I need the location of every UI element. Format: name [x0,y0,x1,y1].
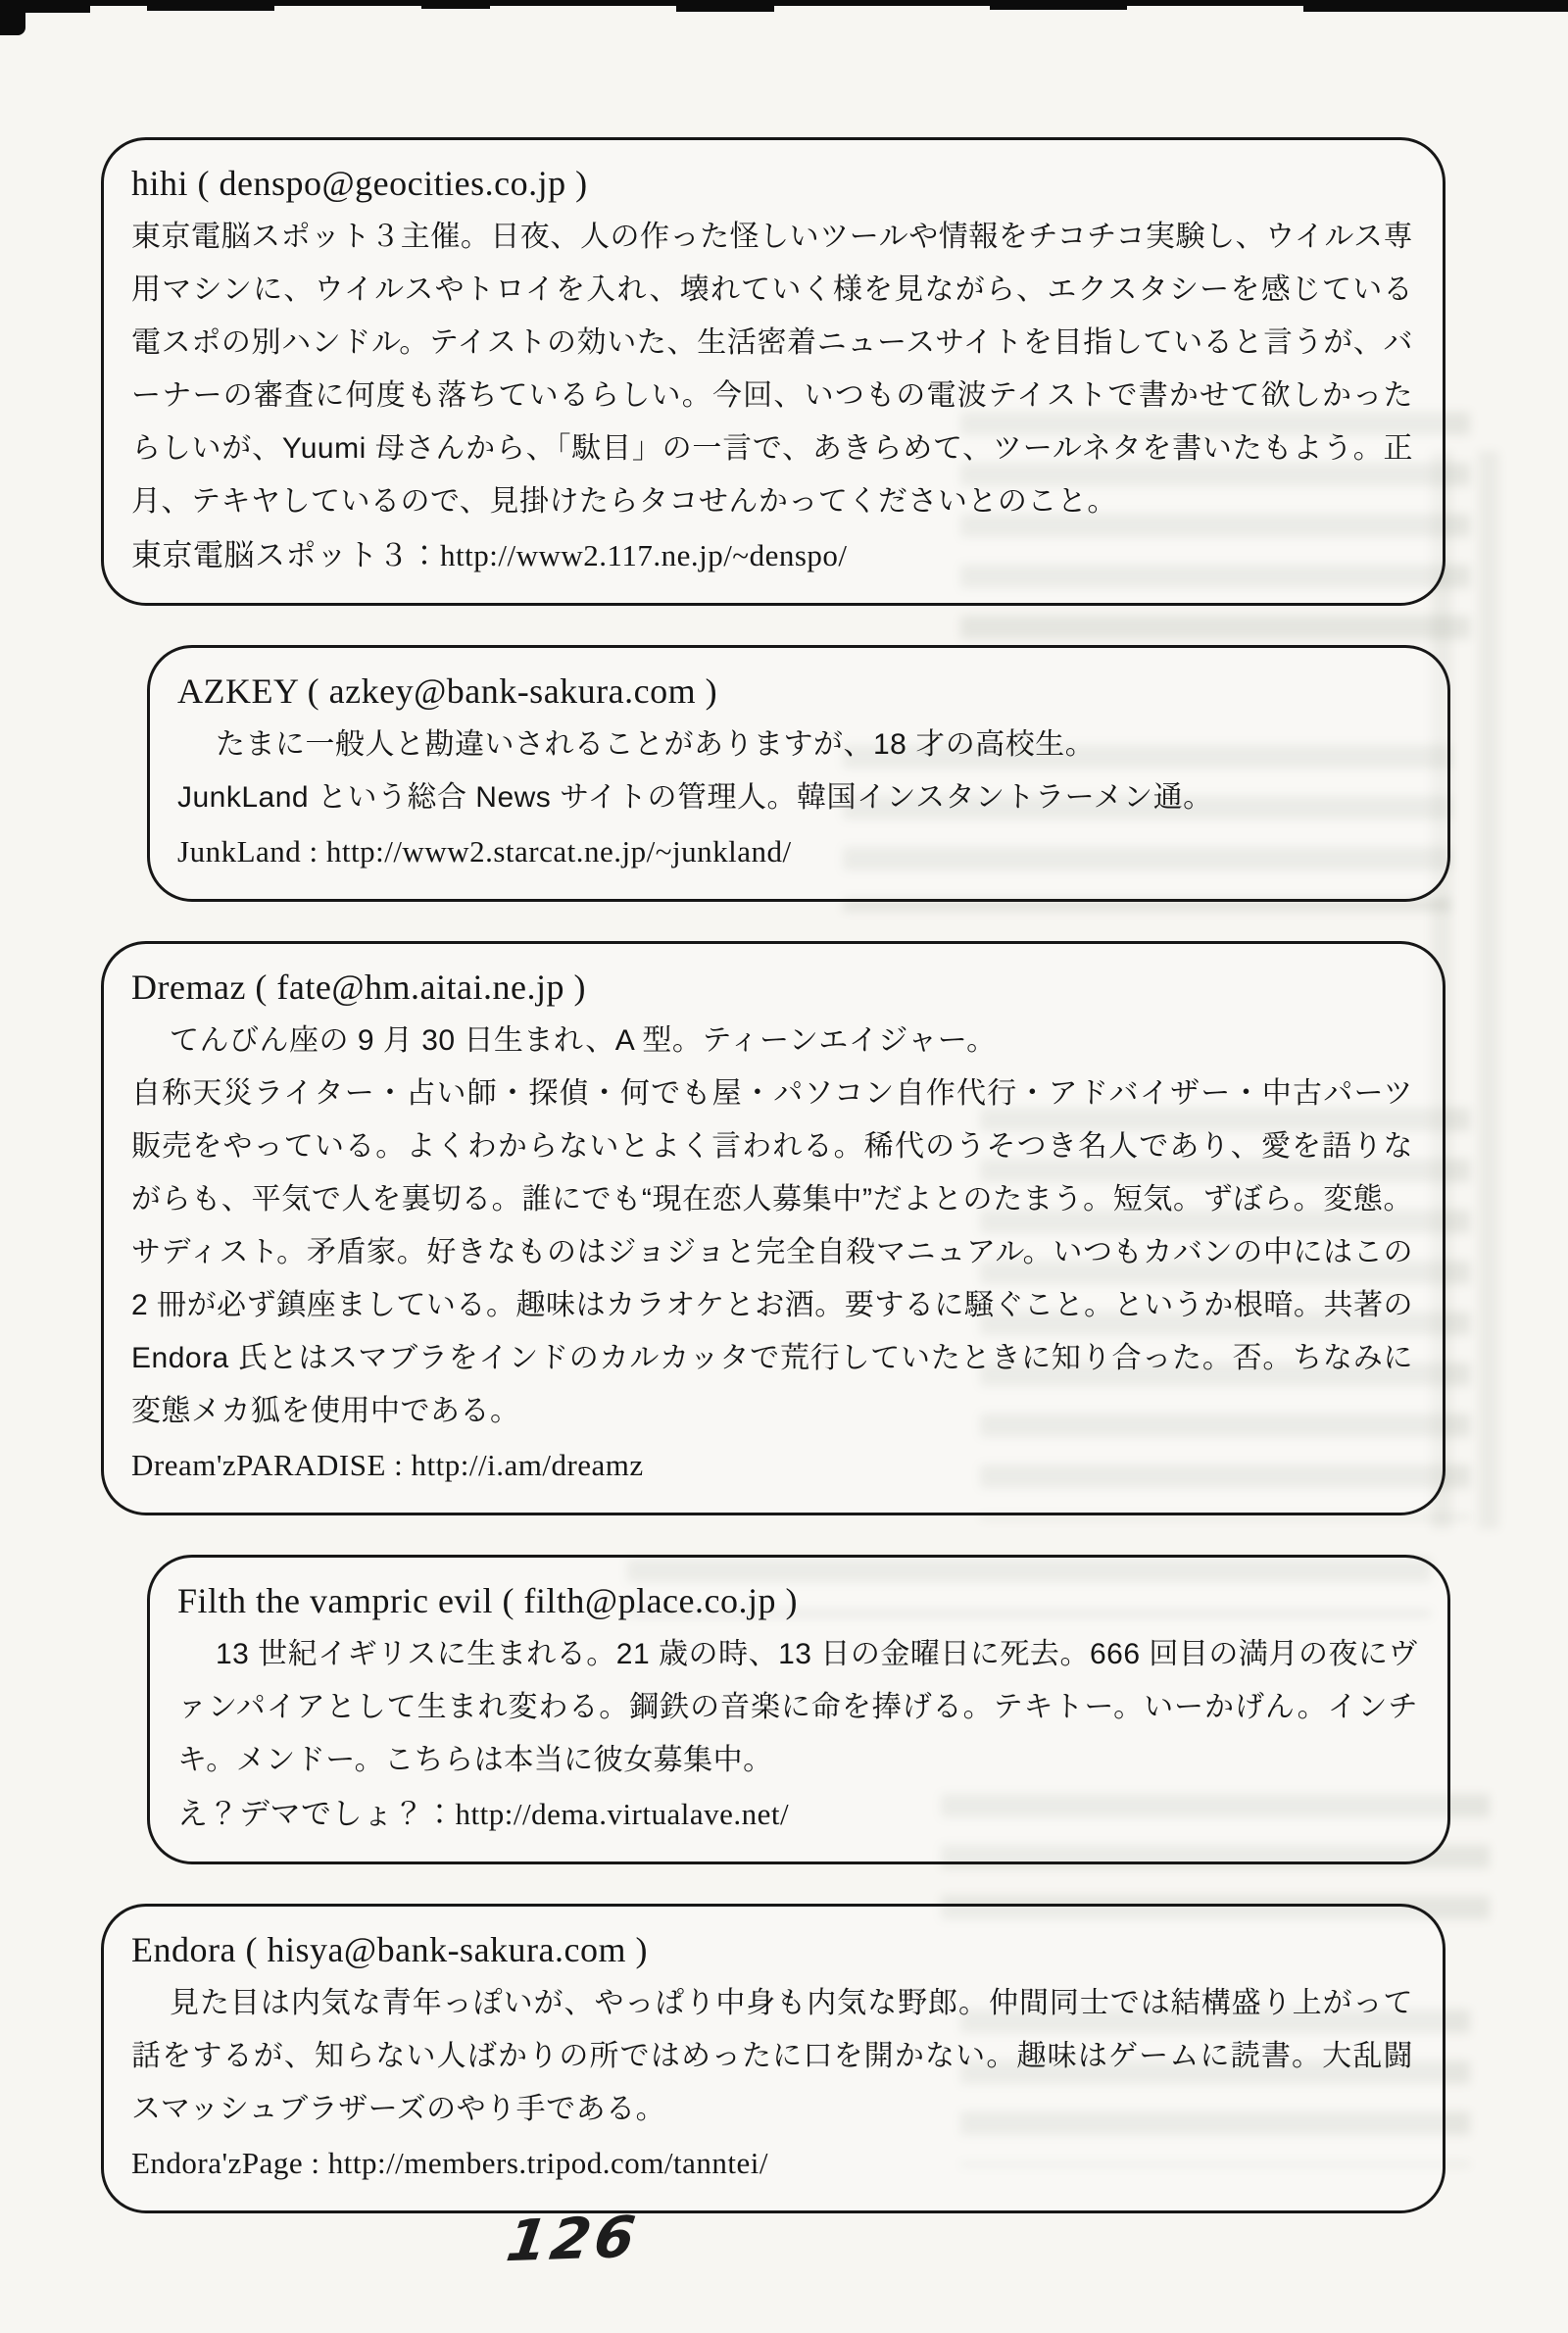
profile-bio [131,1977,1413,2136]
bio-paragraph: 見た目は内気な青年っぽいが、やっぱり中身も内気な野郎。仲間同士では結構盛り上がって話をするが、知らない人ばかりの所ではめったに口を開かない。趣味はゲームに読書。大乱闘スマッシュブラザーズのやり手である。 [131,1987,1413,2125]
profile-box-hihi [101,137,1446,606]
profile-bio [177,1628,1418,1787]
bio-paragraph: 東京電脳スポット３主催。日夜、人の作った怪しいツールや情報をチコチコ実験し、ウイルス専用マシンに、ウイルスやトロイを入れ、壊れていく様を見ながら、エクスタシーを感じている電スポの別ハンドル。テイストの効いた、生活密着ニュースサイトを目指していると言うが、バーナーの審査に何度も落ちているらしい。今回、いつもの電波テイストで書かせて欲しかったらしいが、Yuumi 母さんから、「駄目」の一言で、あきらめて、ツールネタを書いたもよう。正月、テキヤしているので、見掛けたらタコせんかってくださいとのこと。 [131,221,1413,518]
profile-box-endora [101,1904,1446,2213]
profile-header: AZKEY ( azkey@bank-sakura.com ) [177,671,718,711]
profile-box-azkey [147,645,1450,902]
profile-box-filth [147,1555,1450,1864]
profile-header: Dremaz ( fate@hm.aitai.ne.jp ) [131,968,586,1007]
profile-bio [131,211,1413,528]
profile-site-line: Dream'zPARADISE : http://i.am/dreamz [131,1448,644,1482]
page-number: 126 [502,2203,644,2275]
profile-site-line: JunkLand : http://www2.starcat.ne.jp/~junkland/ [177,834,792,869]
profile-site-line: え？デマでしょ？：http://dema.virtualave.net/ [177,1797,790,1831]
profile-site-line: Endora'zPage : http://members.tripod.com/tanntei/ [131,2146,768,2180]
profile-header: Endora ( hisya@bank-sakura.com ) [131,1930,648,1969]
profile-box-dremaz [101,941,1446,1515]
profile-bio [131,1015,1413,1438]
bio-paragraph: 13 世紀イギリスに生まれる。21 歳の時、13 日の金曜日に死去。666 回目の満月の夜にヴァンパイアとして生まれ変わる。鋼鉄の音楽に命を捧げる。テキトー。いーかげん。インチキ。メンドー。こちらは本当に彼女募集中。 [177,1638,1418,1776]
profile-site-line: 東京電脳スポット３：http://www2.117.ne.jp/~denspo/ [131,538,848,572]
bio-paragraph: たまに一般人と勘違いされることがありますが、18 才の高校生。 [216,728,1096,761]
bio-paragraph: 自称天災ライター・占い師・探偵・何でも屋・パソコン自作代行・アドバイザー・中古パーツ販売をやっている。よくわからないとよく言われる。稀代のうそつき名人であり、愛を語りながらも、平気で人を裏切る。誰にでも“現在恋人募集中”だよとのたまう。短気。ずぼら。変態。サディスト。矛盾家。好きなものはジョジョと完全自殺マニュアル。いつもカバンの中にはこの 2 冊が必ず鎮座ましている。趣味はカラオケとお酒。要するに騒ぐこと。というか根暗。共著の Endora 氏とはスマブラをインドのカルカッタで荒行していたときに知り合った。否。ちなみに変態メカ狐を使用中である。 [131,1077,1413,1427]
profile-bio [177,719,1418,824]
bio-paragraph: JunkLand という総合 News サイトの管理人。韓国インスタントラーメン通。 [177,781,1213,814]
bio-paragraph: てんびん座の 9 月 30 日生まれ、A 型。ティーンエイジャー。 [170,1024,997,1057]
profile-header: hihi ( denspo@geocities.co.jp ) [131,164,588,203]
profile-header: Filth the vampric evil ( filth@place.co.jp ) [177,1581,798,1620]
